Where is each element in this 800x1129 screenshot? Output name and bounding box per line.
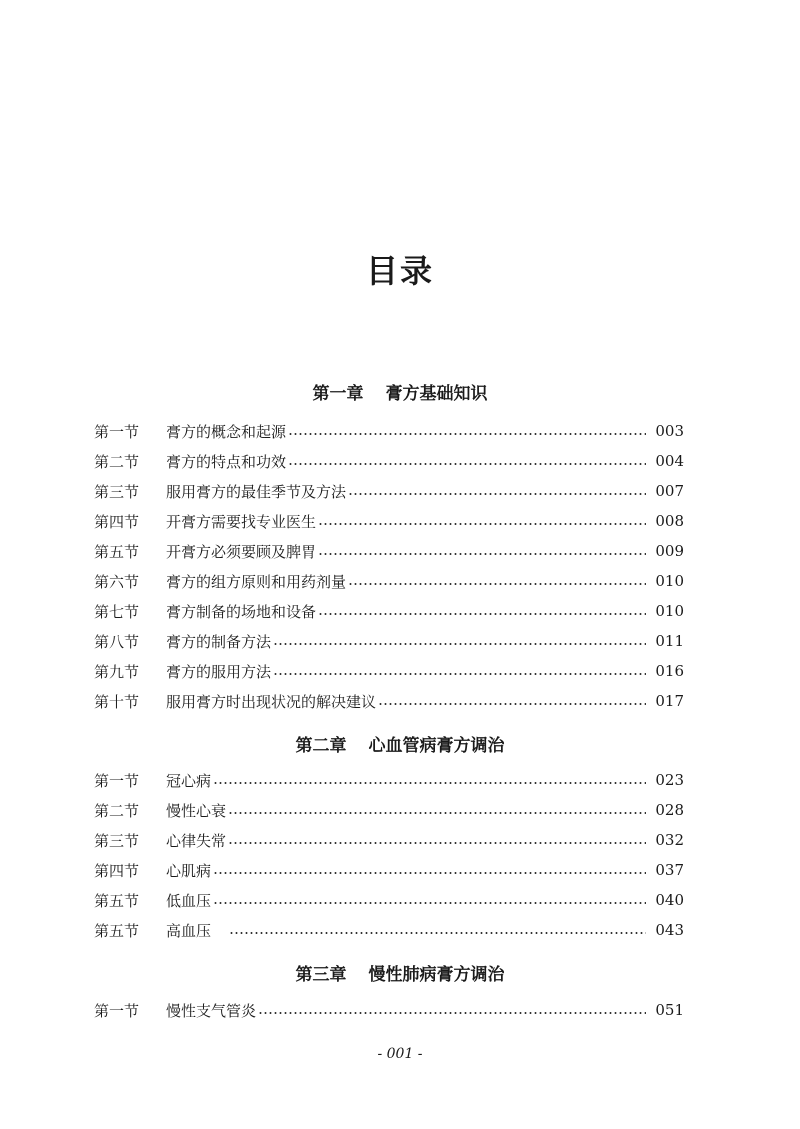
section-title: 慢性支气管炎 (166, 1001, 257, 1020)
page-number: 043 (655, 921, 684, 939)
page-number: 010 (655, 572, 684, 590)
dot-leader (228, 842, 646, 844)
section-title: 膏方的概念和起源 (166, 422, 287, 441)
section-title: 低血压 (166, 891, 212, 910)
page-folio: - 001 - (377, 1046, 423, 1062)
page-number: 016 (655, 662, 684, 680)
dot-leader (348, 583, 646, 585)
toc-entry[interactable] (94, 540, 684, 562)
toc-entry[interactable] (94, 829, 684, 851)
page-title: 目录 (365, 252, 434, 290)
section-title: 膏方的制备方法 (166, 632, 272, 651)
section-number: 第一节 (94, 422, 140, 441)
page-number: 040 (655, 891, 684, 909)
page-number: 037 (655, 861, 684, 879)
dot-leader (318, 553, 646, 555)
toc-entry[interactable] (94, 630, 684, 652)
toc-entry[interactable] (94, 889, 684, 911)
chapter-number: 第一章 (312, 384, 364, 404)
page-number: 023 (655, 771, 684, 789)
dot-leader (229, 932, 646, 934)
dot-leader (213, 782, 646, 784)
dot-leader (258, 1012, 646, 1014)
section-number: 第四节 (94, 512, 140, 531)
chapter-name: 膏方基础知识 (385, 384, 488, 404)
page-number: 010 (655, 602, 684, 620)
dot-leader (288, 463, 646, 465)
section-number: 第九节 (94, 662, 140, 681)
section-title: 膏方的服用方法 (166, 662, 272, 681)
chapter-name: 心血管病膏方调治 (368, 736, 505, 756)
page-number: 017 (655, 692, 684, 710)
dot-leader (213, 902, 646, 904)
page-number: 009 (655, 542, 684, 560)
page-number: 028 (655, 801, 684, 819)
chapter-heading (0, 731, 800, 756)
section-number: 第二节 (94, 452, 140, 471)
section-title: 开膏方需要找专业医生 (166, 512, 317, 531)
chapter-number: 第二章 (295, 736, 347, 756)
dot-leader (288, 433, 646, 435)
section-title: 膏方制备的场地和设备 (166, 602, 317, 621)
section-number: 第十节 (94, 692, 140, 711)
page-number: 011 (655, 632, 684, 650)
section-number: 第一节 (94, 1001, 140, 1020)
toc-entry[interactable] (94, 600, 684, 622)
toc-entry[interactable] (94, 690, 684, 712)
toc-entry[interactable] (94, 769, 684, 791)
section-number: 第五节 (94, 921, 140, 940)
section-number: 第七节 (94, 602, 140, 621)
toc-entry[interactable] (94, 450, 684, 472)
dot-leader (318, 613, 646, 615)
page-number: 008 (655, 512, 684, 530)
chapter-heading (0, 379, 800, 404)
toc-entry[interactable] (94, 919, 684, 941)
toc-entry[interactable] (94, 570, 684, 592)
section-number: 第二节 (94, 801, 140, 820)
page-number: 007 (655, 482, 684, 500)
dot-leader (228, 812, 646, 814)
section-title: 心律失常 (166, 831, 227, 850)
toc-entry[interactable] (94, 859, 684, 881)
page-number: 004 (655, 452, 684, 470)
toc-entry[interactable] (94, 799, 684, 821)
chapter-number: 第三章 (295, 965, 347, 985)
section-number: 第一节 (94, 771, 140, 790)
dot-leader (213, 872, 646, 874)
page-number: 003 (655, 422, 684, 440)
dot-leader (273, 643, 646, 645)
section-title: 高血压 (166, 921, 212, 940)
toc-entry[interactable] (94, 510, 684, 532)
section-number: 第五节 (94, 891, 140, 910)
section-title: 膏方的特点和功效 (166, 452, 287, 471)
chapter-heading (0, 960, 800, 985)
dot-leader (318, 523, 646, 525)
toc-entry[interactable] (94, 999, 684, 1021)
section-title: 膏方的组方原则和用药剂量 (166, 572, 347, 591)
section-number: 第四节 (94, 861, 140, 880)
section-number: 第五节 (94, 542, 140, 561)
toc-entry[interactable] (94, 660, 684, 682)
toc-entry[interactable] (94, 420, 684, 442)
section-number: 第三节 (94, 831, 140, 850)
section-title: 慢性心衰 (166, 801, 227, 820)
chapter-name: 慢性肺病膏方调治 (368, 965, 505, 985)
section-title: 服用膏方的最佳季节及方法 (166, 482, 347, 501)
section-number: 第三节 (94, 482, 140, 501)
section-title: 服用膏方时出现状况的解决建议 (166, 692, 377, 711)
section-number: 第六节 (94, 572, 140, 591)
section-title: 心肌病 (166, 861, 212, 880)
toc-entry[interactable] (94, 480, 684, 502)
section-title: 冠心病 (166, 771, 212, 790)
dot-leader (378, 703, 646, 705)
page-number: 051 (655, 1001, 684, 1019)
section-title: 开膏方必须要顾及脾胃 (166, 542, 317, 561)
dot-leader (348, 493, 646, 495)
page-number: 032 (655, 831, 684, 849)
dot-leader (273, 673, 646, 675)
section-number: 第八节 (94, 632, 140, 651)
